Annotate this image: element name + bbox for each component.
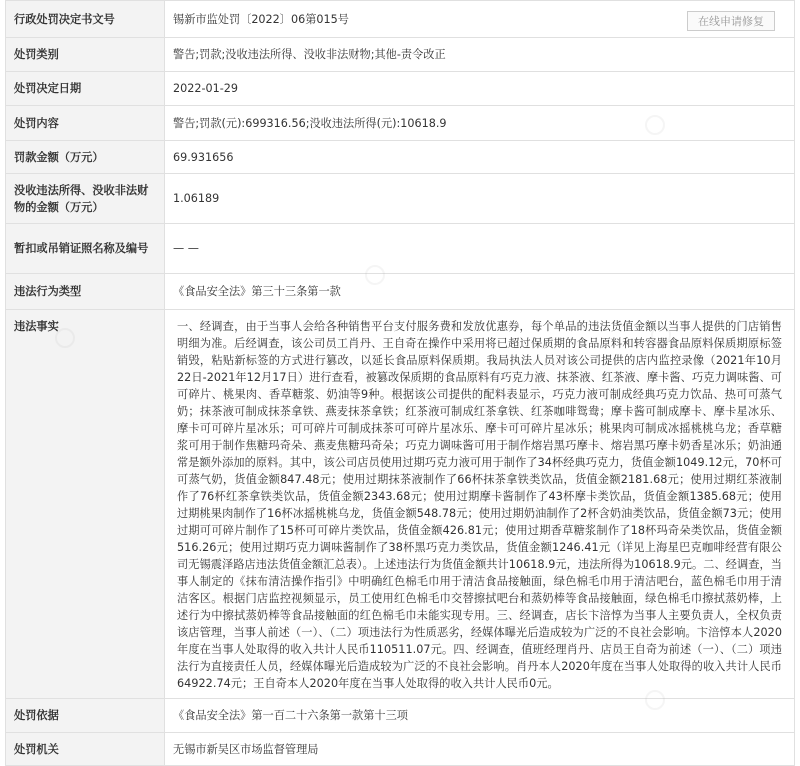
- row-violation-facts: [6, 310, 795, 699]
- license-revoked-label: 暂扣或吊销证照名称及编号: [6, 224, 165, 274]
- penalty-authority-value: 无锡市新吴区市场监督管理局: [165, 733, 795, 766]
- fine-amount-value: 69.931656: [165, 141, 795, 174]
- penalty-content-value: 警告;罚款(元):699316.56;没收违法所得(元):10618.9: [165, 106, 795, 141]
- penalty-category-value: 警告;罚款;没收违法所得、没收非法财物;其他-责令改正: [165, 38, 795, 72]
- penalty-record-sheet: [5, 0, 795, 766]
- decision-date-value: 2022-01-29: [165, 72, 795, 106]
- penalty-category-label: 处罚类别: [6, 38, 165, 72]
- penalty-content-label: 处罚内容: [6, 106, 165, 141]
- penalty-basis-value: 《食品安全法》第一百二十六条第一款第十三项: [165, 699, 795, 733]
- row-decision-date: [6, 72, 795, 106]
- license-revoked-value: — —: [165, 224, 795, 274]
- fine-amount-label: 罚款金额（万元）: [6, 141, 165, 174]
- row-confiscated-amount: [6, 174, 795, 224]
- row-decision-number: [6, 1, 795, 38]
- decision-number-label: 行政处罚决定书文号: [6, 1, 165, 38]
- confiscated-amount-label: 没收违法所得、没收非法财物的金额（万元）: [6, 174, 165, 224]
- confiscated-amount-value: 1.06189: [165, 174, 795, 224]
- violation-facts-value: 一、经调查，由于当事人会给各种销售平台支付服务费和发放优惠券，每个单品的违法货值金额以当事人提供的门店销售明细为准。后经调查，该公司员工肖丹、王自奇在操作中采用将已超过保质期的食品原料和转容器食品原料保质期原标签销毁，粘贴新标签的方式进行篡改，以延长食品原料保质期。我局执法人员对该公司提供的店内监控录像（2021年10月22日-2021年12月17日）进行查看，被篡改保质期的食品原料有巧克力液、抹茶液、红茶液、摩卡酱、巧克力调味酱、可可碎片、桃果肉、香草糖浆、奶油等9种。根据该公司提供的配料表显示，巧克力液可制成经典巧克力饮品、热可可蒸气奶；抹茶液可制成抹茶拿铁、燕麦抹茶拿铁；红茶液可制成红茶拿铁、红茶咖啡鸳鸯；摩卡酱可制成摩卡、摩卡星冰乐、摩卡可可碎片星冰乐；可可碎片可制成抹茶可可碎片星冰乐、摩卡可可碎片星冰乐；桃果肉可制成冰摇桃桃乌龙；香草糖浆可用于制作焦糖玛奇朵、燕麦焦糖玛奇朵；巧克力调味酱可用于制作熔岩黑巧摩卡、熔岩黑巧摩卡奶香星冰乐；奶油通常是额外添加的原料。其中，该公司店员使用过期巧克力液可用于制作了34杯经典巧克力，货值金额1049.12元，70杯可可蒸气奶，货值金额847.48元；使用过期抹茶液制作了66杯抹茶拿铁类饮品，货值金额2181.68元；使用过期红茶液制作了76杯红茶拿铁类饮品，货值金额2343.68元；使用过期摩卡酱制作了43杯摩卡类饮品，货值金额1385.68元；使用过期桃果肉制作了16杯冰摇桃桃乌龙，货值金额548.78元；使用过期奶油制作了2杯含奶油类饮品，货值金额73元；使用过期可可碎片制作了15杯可可碎片类饮品，货值金额426.81元；使用过期香草糖浆制作了18杯玛奇朵类饮品，货值金额516.26元；使用过期巧克力调味酱制作了38杯黑巧克力类饮品，货值金额1246.41元（详见上海星巴克咖啡经营有限公司无锡震泽路店违法货值金额汇总表）。上述违法行为货值金额共计10618.9元，违法所得为10618.9元。二、经调查，当事人制定的《抹布清洁操作指引》中明确红色棉毛巾用于清洁食品接触面，绿色棉毛巾用于清洁吧台，蓝色棉毛巾用于清洁客区。根据门店监控视频显示，员工使用红色棉毛巾交替擦拭吧台和蒸奶棒等食品接触面，绿色棉毛巾擦拭蒸奶棒，上述行为中擦拭蒸奶棒等食品接触面的红色棉毛巾未能实现专用。三、经调查，店长卞涪惇为当事人主要负责人，全权负责该店管理，当事人前述（一）、（二）项违法行为性质恶劣，经媒体曝光后造成较为广泛的不良社会影响。卞涪惇本人2020年度在当事人处取得的收入共计人民币110511.07元。四、经调查，值班经理肖丹、店员王自奇为前述（一）、（二）项违法行为直接责任人员，经媒体曝光后造成较为广泛的不良社会影响。肖丹本人2020年度在当事人处取得的收入共计人民币64922.74元；王自奇本人2020年度在当事人处取得的收入共计人民币0元。: [165, 310, 795, 699]
- decision-date-label: 处罚决定日期: [6, 72, 165, 106]
- penalty-basis-label: 处罚依据: [6, 699, 165, 733]
- violation-type-label: 违法行为类型: [6, 274, 165, 310]
- row-penalty-category: [6, 38, 795, 72]
- row-license-revoked: [6, 224, 795, 274]
- violation-facts-label: 违法事实: [6, 310, 165, 699]
- violation-type-value: 《食品安全法》第三十三条第一款: [165, 274, 795, 310]
- penalty-record-table: [5, 0, 795, 766]
- row-fine-amount: [6, 141, 795, 174]
- apply-fix-button[interactable]: 在线申请修复: [687, 11, 775, 31]
- row-penalty-authority: [6, 733, 795, 766]
- row-violation-type: [6, 274, 795, 310]
- penalty-authority-label: 处罚机关: [6, 733, 165, 766]
- decision-number-value: 锡新市监处罚〔2022〕06第015号: [165, 1, 795, 38]
- row-penalty-basis: [6, 699, 795, 733]
- row-penalty-content: [6, 106, 795, 141]
